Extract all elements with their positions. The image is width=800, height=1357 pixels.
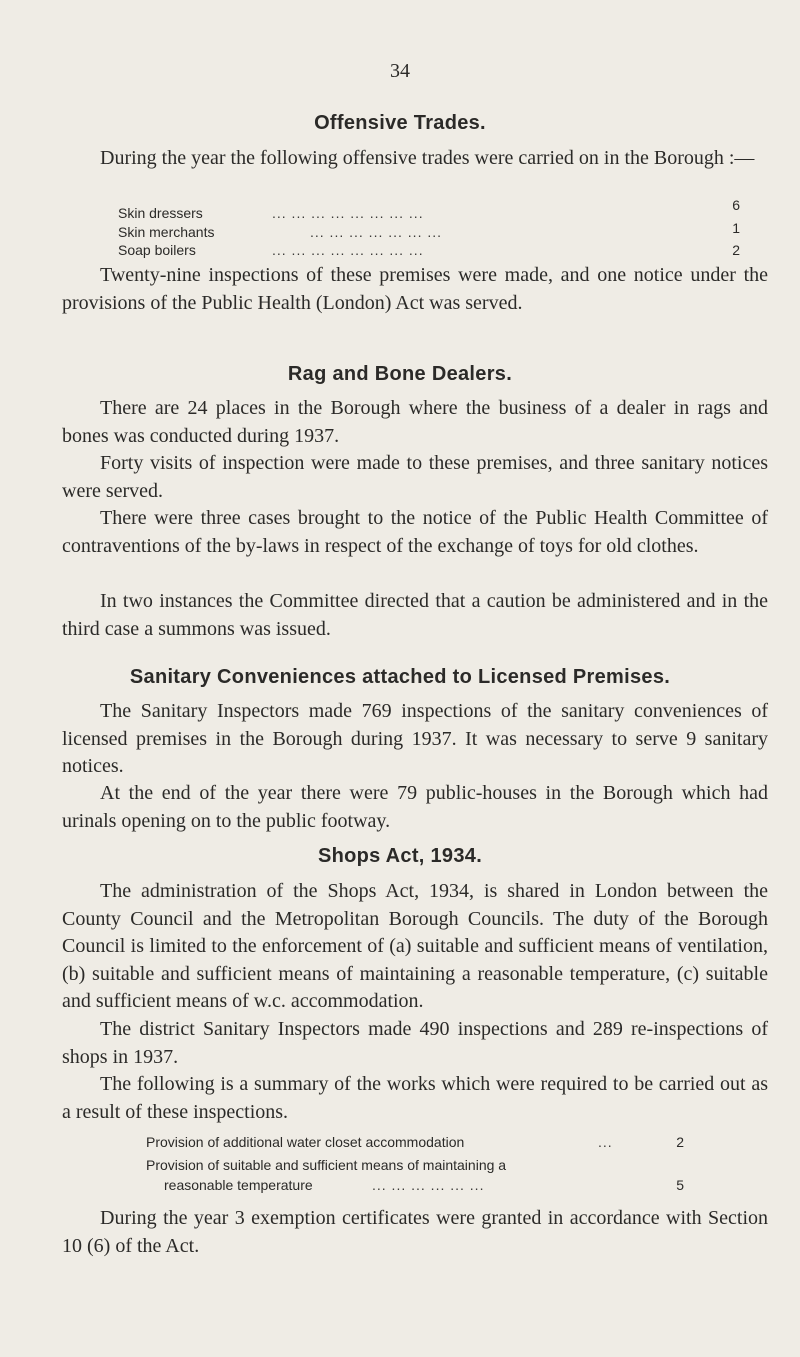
trade-value: 1 bbox=[732, 220, 740, 236]
rag-bone-paragraph: There were three cases brought to the notice of the Public Health Committee of contraventions of the by-laws in respect of the exchange of toys for old clothes. bbox=[62, 507, 768, 557]
offensive-trades-paragraph: Twenty-nine inspections of these premises were made, and one notice under the provisions of the Public Health (London) Act was served. bbox=[62, 264, 768, 314]
page-number: 34 bbox=[390, 60, 410, 82]
trade-label: Skin dressers bbox=[118, 205, 203, 221]
trade-value: 2 bbox=[732, 242, 740, 258]
rag-bone-paragraph: Forty visits of inspection were made to these premises, and three sanitary notices were served. bbox=[62, 452, 768, 502]
leader-dots: ... ... ... ... ... ... ... bbox=[310, 224, 443, 240]
leader-dots: ... ... ... ... ... ... ... ... bbox=[272, 205, 424, 221]
sanitary-heading: Sanitary Conveniences attached to Licensed Premises. bbox=[129, 666, 671, 688]
leader-dots: ... ... ... ... ... ... bbox=[372, 1177, 485, 1193]
offensive-trades-heading: Offensive Trades. bbox=[314, 112, 486, 134]
trade-label: Soap boilers bbox=[118, 242, 196, 258]
leader-dots: ... bbox=[598, 1134, 613, 1150]
shops-act-paragraph: The following is a summary of the works which were required to be carried out as a result of these inspections. bbox=[62, 1073, 768, 1123]
list-item bbox=[0, 222, 800, 242]
list-item bbox=[0, 1132, 800, 1152]
rag-bone-heading: Rag and Bone Dealers. bbox=[287, 363, 513, 385]
list-item bbox=[0, 197, 800, 223]
offensive-trades-intro: During the year the following offensive trades were carried on in the Borough :— bbox=[100, 147, 755, 169]
rag-bone-paragraph: In two instances the Committee directed that a caution be administered and in the third case a summons was issued. bbox=[62, 590, 768, 640]
works-value: 2 bbox=[676, 1134, 684, 1150]
shops-act-heading: Shops Act, 1934. bbox=[317, 845, 483, 867]
list-item bbox=[0, 240, 800, 260]
works-label: reasonable temperature bbox=[164, 1177, 313, 1193]
works-value: 5 bbox=[676, 1177, 684, 1193]
works-label: Provision of additional water closet accommodation bbox=[146, 1134, 465, 1150]
shops-act-closing: During the year 3 exemption certificates were granted in accordance with Section 10 (6) of the Act. bbox=[62, 1207, 768, 1257]
shops-act-paragraph: The administration of the Shops Act, 1934, is shared in London between the County Council and the Metropolitan Borough Councils. The duty of the Borough Council is limited to the enforcement of (a) suitable and sufficient means of ventilation, (b) suitable and sufficient means of maintaining a reasonable temperature, (c) suitable and sufficient means of w.c. accommodation. bbox=[62, 880, 768, 1012]
sanitary-paragraph: The Sanitary Inspectors made 769 inspections of the sanitary conveniences of licensed premises in the Borough during 1937. It was necessary to serve 9 sanitary notices. bbox=[62, 700, 768, 777]
trade-value: 6 bbox=[732, 197, 740, 213]
list-item bbox=[0, 1155, 800, 1175]
list-item bbox=[0, 1175, 800, 1195]
rag-bone-paragraph: There are 24 places in the Borough where the business of a dealer in rags and bones was conducted during 1937. bbox=[62, 397, 768, 447]
trade-label: Skin merchants bbox=[118, 224, 215, 240]
sanitary-paragraph: At the end of the year there were 79 public-houses in the Borough which had urinals opening on to the public footway. bbox=[62, 782, 768, 832]
works-label: Provision of suitable and sufficient means of maintaining a bbox=[146, 1157, 507, 1173]
leader-dots: ... ... ... ... ... ... ... ... bbox=[272, 242, 424, 258]
shops-act-paragraph: The district Sanitary Inspectors made 490 inspections and 289 re-inspections of shops in 1937. bbox=[62, 1018, 768, 1068]
